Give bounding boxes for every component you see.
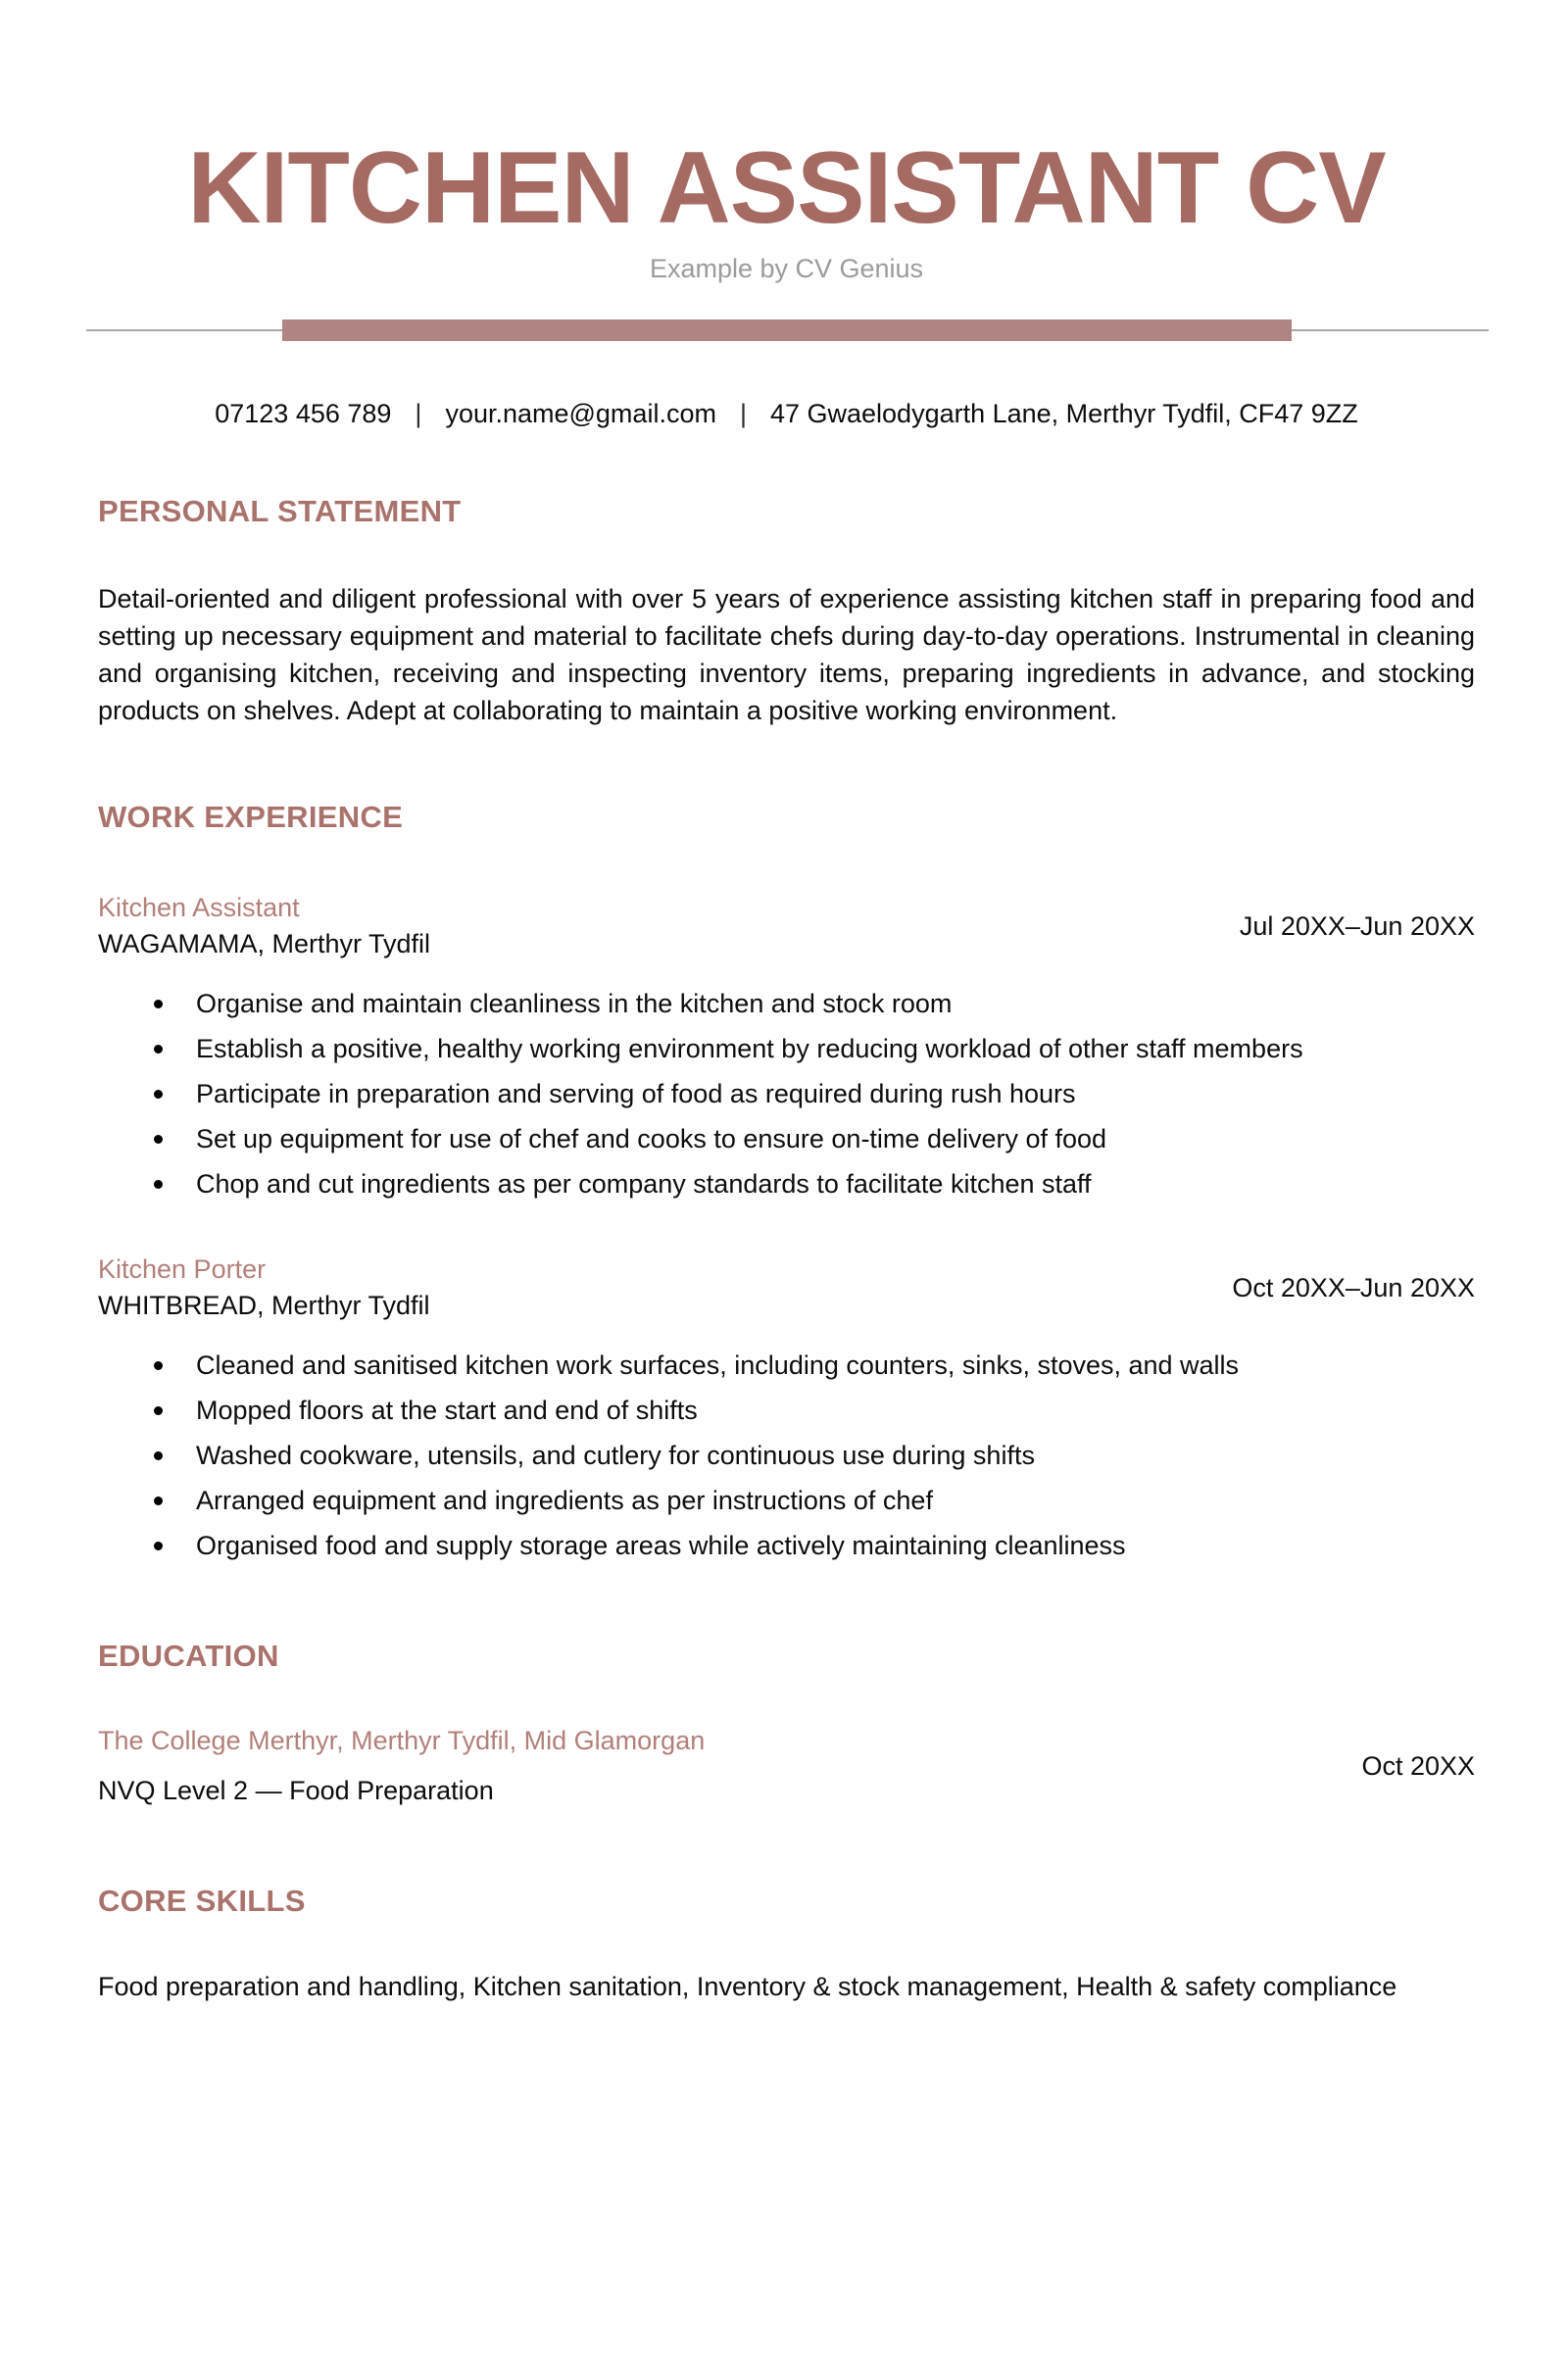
bullet-item: Organised food and supply storage areas while actively maintaining cleanliness xyxy=(98,1528,1475,1564)
section-heading-work-experience: WORK EXPERIENCE xyxy=(98,800,404,834)
bullet-item: Establish a positive, healthy working environment by reducing workload of other staff members xyxy=(98,1031,1475,1067)
job-entry-header xyxy=(98,890,1475,962)
core-skills-text: Food preparation and handling, Kitchen sanitation, Inventory & stock management, Health & safety compliance xyxy=(98,1972,1397,2001)
cv-document xyxy=(0,131,1568,2355)
bullet-item: Washed cookware, utensils, and cutlery for continuous use during shifts xyxy=(98,1438,1475,1474)
contact-bar xyxy=(98,398,1475,429)
job-dates: Oct 20XX–Jun 20XX xyxy=(1232,1273,1475,1302)
education-degree: NVQ Level 2 — Food Preparation xyxy=(98,1776,494,1805)
education-entry xyxy=(98,1723,1475,1809)
job-title: Kitchen Porter xyxy=(98,1254,267,1284)
job-company: WAGAMAMA, Merthyr Tydfil xyxy=(98,929,431,958)
job-title-block xyxy=(98,1251,430,1324)
job-company: WHITBREAD, Merthyr Tydfil xyxy=(98,1291,430,1320)
bullet-list xyxy=(98,986,1475,1202)
section-heading-core-skills: CORE SKILLS xyxy=(98,1884,306,1918)
education-detail-block xyxy=(98,1723,705,1809)
personal-statement-text: Detail-oriented and diligent professional with over 5 years of experience assisting kitchen staff in preparing food and setting up necessary equipment and material to facilitate chefs during day-to-day operations. Instrumental in cleaning and organising kitchen, receiving and inspecting inventory items, preparing ingredients in advance, and stocking products on shelves. Adept at collaborating to maintain a positive working environment. xyxy=(98,584,1475,725)
bullet-item: Arranged equipment and ingredients as per instructions of chef xyxy=(98,1483,1475,1519)
contact-address: 47 Gwaelodygarth Lane, Merthyr Tydfil, CF47 9ZZ xyxy=(769,399,1358,428)
bullet-list xyxy=(98,1348,1475,1564)
bullet-item: Cleaned and sanitised kitchen work surfaces, including counters, sinks, stoves, and walls xyxy=(98,1348,1475,1384)
section-heading-education: EDUCATION xyxy=(98,1639,279,1673)
page-title: KITCHEN ASSISTANT CV xyxy=(187,131,1386,245)
job-title-block xyxy=(98,890,430,962)
contact-phone: 07123 456 789 xyxy=(215,399,392,428)
job-entry-header xyxy=(98,1251,1475,1324)
education-dates: Oct 20XX xyxy=(1361,1751,1475,1781)
page-subtitle: Example by CV Genius xyxy=(649,254,924,283)
bullet-item: Participate in preparation and serving of food as required during rush hours xyxy=(98,1076,1475,1112)
bullet-item: Mopped floors at the start and end of shifts xyxy=(98,1393,1475,1429)
section-heading-personal-statement: PERSONAL STATEMENT xyxy=(98,494,462,528)
contact-separator: | xyxy=(415,399,422,428)
contact-separator: | xyxy=(739,399,747,428)
header-divider xyxy=(98,319,1475,341)
contact-email: your.name@gmail.com xyxy=(445,399,716,428)
job-dates: Jul 20XX–Jun 20XX xyxy=(1239,911,1475,941)
job-title: Kitchen Assistant xyxy=(98,893,300,922)
education-school: The College Merthyr, Merthyr Tydfil, Mid Glamorgan xyxy=(98,1726,706,1755)
bullet-item: Organise and maintain cleanliness in the kitchen and stock room xyxy=(98,986,1475,1022)
bullet-item: Chop and cut ingredients as per company standards to facilitate kitchen staff xyxy=(98,1166,1475,1202)
divider-accent-bar xyxy=(282,319,1292,341)
bullet-item: Set up equipment for use of chef and cooks to ensure on-time delivery of food xyxy=(98,1121,1475,1157)
